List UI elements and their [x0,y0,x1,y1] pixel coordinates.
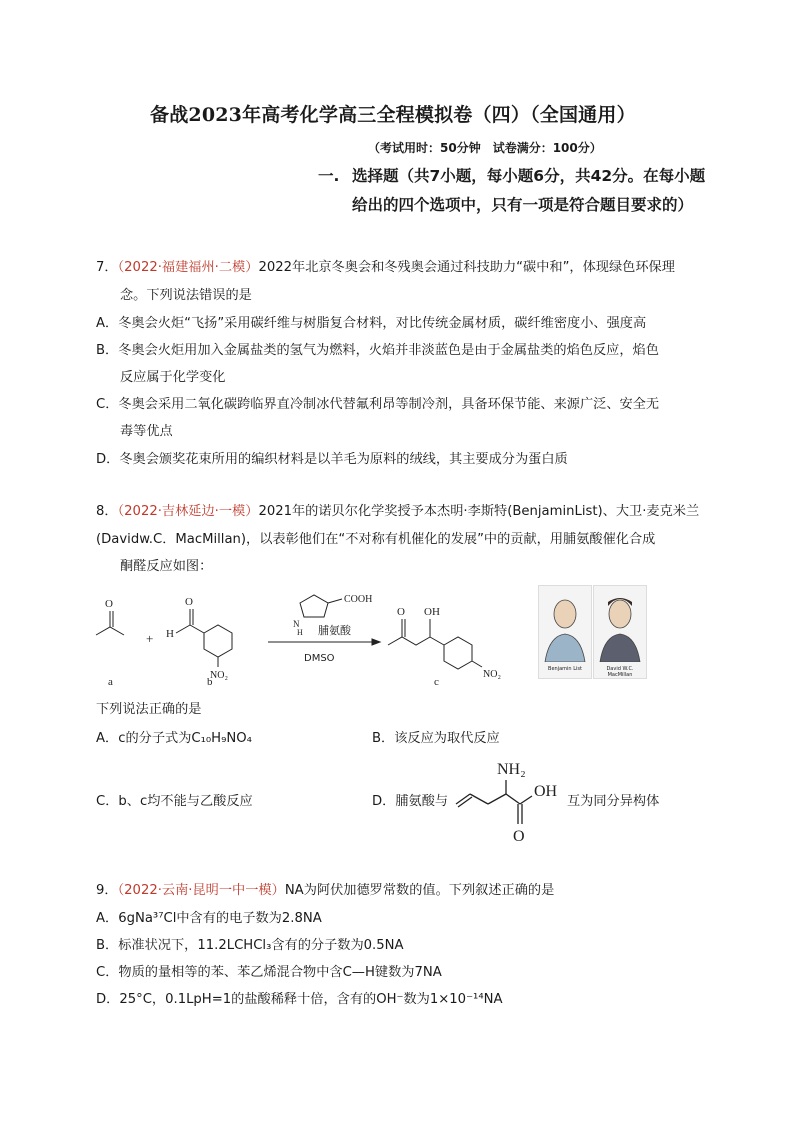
q7-option-d: D．冬奥会颁奖花束所用的编织材料是以羊毛为原料的绒线，其主要成分为蛋白质 [96,452,568,467]
q8-source: （2022·吉林延边·一模） [117,504,259,519]
proline-h-label: H [297,628,303,637]
carbonyl-o-label: O [513,828,525,845]
c-hydroxyl-label: OH [424,606,440,618]
molecule-c-product [388,606,501,688]
q7-source: （2022·福建福州·二模） [117,260,259,275]
plus-sign: + [146,631,154,646]
q7-option-b-line1: B．冬奥会火炬用加入金属盐类的氢气为燃料，火焰并非淡蓝色是由于金属盐类的焰色反应，焰色 [96,343,659,358]
q9-option-a: A．6gNa³⁷Cl中含有的电子数为2.8NA [96,911,322,926]
q8-option-c: C．b、c均不能与乙酸反应 [96,794,253,809]
nh2-label: NH₂ [497,761,526,778]
q8-stem-line2: (Davidw.C．MacMillan)，以表彰他们在“不对称有机催化的发展”中的贡献，用脯氨酸催化合成 [96,532,656,547]
q9-source: （2022·云南·昆明一中一模） [117,883,285,898]
q7-option-c-line2: 毒等优点 [120,424,173,439]
molecule-b-nitrobenzaldehyde [166,596,232,688]
label-c: c [434,676,439,688]
label-a: a [108,676,113,688]
q9-option-c: C．物质的量相等的苯、苯乙烯混合物中含C—H键数为7NA [96,965,442,980]
page-title: 备战2023年高考化学高三全程模拟卷（四）（全国通用） [150,104,636,126]
b-hydrogen-label: H [166,628,174,640]
molecule-a-acetone [96,598,124,688]
q8-option-a: A．c的分子式为C₁₀H₉NO₄ [96,731,252,746]
q8-stem: 2021年的诺贝尔化学奖授予本杰明·李斯特(BenjaminList)、大卫·麦克米兰 [258,504,700,519]
q8-stem-line1 [96,503,699,521]
q9-number: 9． [96,883,118,898]
photo-david-macmillan [593,585,647,679]
q7-stem-line1 [96,259,675,277]
b-oxygen-label: O [185,596,193,608]
q7-option-a: A．冬奥会火炬“飞扬”采用碳纤维与树脂复合材料，对比传统金属材质，碳纤维密度小、强度高 [96,316,647,331]
section-text: 选择题（共7小题，每小题6分，共42分。在每小题给出的四个选项中，只有一项是符合题目要求的） [352,167,706,214]
a-oxygen-label: O [105,598,113,610]
catalyst-label: 脯氨酸 [318,624,351,637]
section-heading [318,162,708,220]
caption-david-macmillan: David W.C. MacMillan [606,666,634,678]
proline-n-label: N [293,619,300,629]
caption-benjamin-list: Benjamin List [548,666,582,672]
section-number: 一. [318,167,340,185]
q8-stem-line3: 酮醛反应如图： [120,559,213,574]
isomer-structure [452,752,564,848]
c-nitro-label: NO₂ [483,669,501,680]
c-oxygen-label: O [397,606,405,618]
q7-option-b-line2: 反应属于化学变化 [120,370,226,385]
photo-benjamin-list [538,585,592,679]
solvent-label: DMSO [304,653,335,664]
q9-stem [96,882,554,900]
q8-option-d-prefix: D．脯氨酸与 [372,794,449,809]
q8-question: 下列说法正确的是 [96,702,202,717]
q7-option-c-line1: C．冬奥会采用二氧化碳跨临界直冷制冰代替氟利昂等制冷剂，具备环保节能、来源广泛、安全无 [96,397,660,412]
portrait-sketch-right [594,586,646,662]
q9-option-d: D．25°C，0.1LpH=1的盐酸稀释十倍，含有的OH⁻数为1×10⁻¹⁴NA [96,992,503,1007]
q8-number: 8． [96,504,118,519]
b-nitro-label: NO₂ [210,670,228,681]
reaction-scheme [90,585,530,695]
portrait-sketch-left [539,586,591,662]
reaction-arrow [268,594,380,664]
q7-number: 7． [96,260,118,275]
q9-stem-text: NA为阿伏加德罗常数的值。下列叙述正确的是 [284,883,555,898]
q9-option-b: B．标准状况下，11.2LCHCl₃含有的分子数为0.5NA [96,938,404,953]
cooh-label: COOH [344,594,373,605]
q7-stem-line2: 念。下列说法错误的是 [120,288,252,303]
q8-option-b: B．该反应为取代反应 [372,731,500,746]
oh-label: OH [534,783,558,800]
q7-stem: 2022年北京冬奥会和冬残奥会通过科技助力“碳中和”，体现绿色环保理 [258,260,675,275]
exam-info: （考试用时：50分钟 试卷满分：100分） [368,141,602,155]
label-b: b [207,676,213,688]
q8-option-d-suffix: 互为同分异构体 [567,794,660,809]
